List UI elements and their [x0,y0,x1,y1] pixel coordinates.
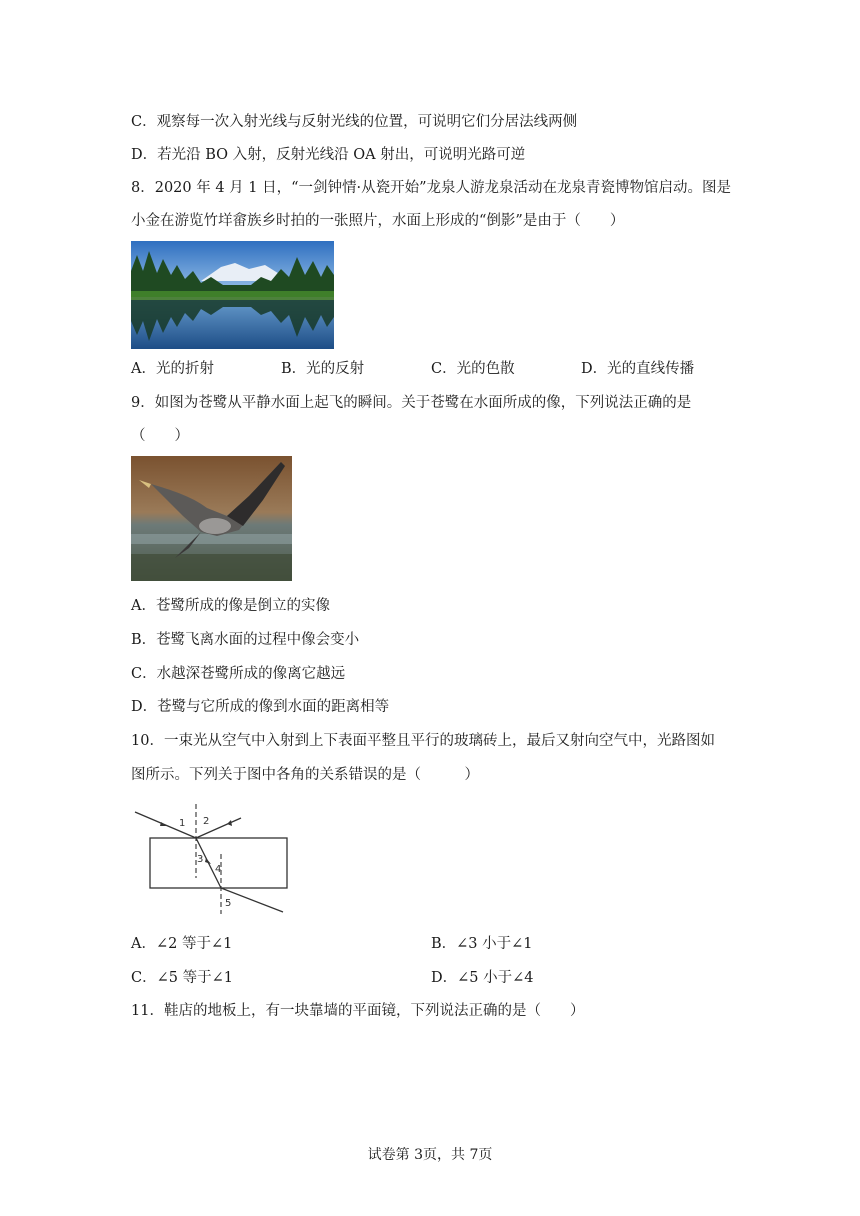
q8-option-a: A．光的折射 [131,361,214,377]
q10-option-b: B．∠3 小于∠1 [431,936,533,952]
q8-option-d: D．光的直线传播 [581,361,695,377]
q7-option-c: C．观察每一次入射光线与反射光线的位置，可说明它们分居法线两侧 [131,114,578,130]
q11-stem-line1: 11．鞋店的地板上，有一块靠墙的平面镜，下列说法正确的是（ ） [131,1003,585,1019]
angle-label-1: 1 [179,818,186,829]
q10-stem-line2: 图所示。下列关于图中各角的关系错误的是（ ） [131,767,479,783]
q8-option-c: C．光的色散 [431,361,515,377]
angle-label-5: 5 [225,898,232,909]
q10-option-c: C．∠5 等于∠1 [131,970,233,986]
q9-option-c: C．水越深苍鹭所成的像离它越远 [131,666,346,682]
q9-heron-photo [131,456,292,581]
q8-lake-photo [131,241,334,349]
q8-stem-line2: 小金在游览竹垟畲族乡时拍的一张照片，水面上形成的“倒影”是由于（ ） [131,213,625,229]
q10-light-path-diagram [131,800,291,918]
angle-label-4: 4 [215,864,222,875]
q9-option-a: A．苍鹭所成的像是倒立的实像 [131,598,330,614]
q10-option-d: D．∠5 小于∠4 [431,970,534,986]
q8-option-b: B．光的反射 [281,361,365,377]
q8-stem-line1: 8．2020 年 4 月 1 日，“一剑钟情·从瓷开始”龙泉人游龙泉活动在龙泉青瓷博物馆启动。图是 [131,180,732,196]
q9-option-b: B．苍鹭飞离水面的过程中像会变小 [131,632,360,648]
angle-label-3: 3 [197,854,204,865]
q9-option-d: D．苍鹭与它所成的像到水面的距离相等 [131,699,390,715]
glass-block [150,838,287,888]
q7-option-d: D．若光沿 BO 入射，反射光线沿 OA 射出，可说明光路可逆 [131,147,526,163]
q10-stem-line1: 10．一束光从空气中入射到上下表面平整且平行的玻璃砖上，最后又射向空气中，光路图如 [131,733,715,749]
q9-stem-line2: （ ） [131,428,189,444]
q10-option-a: A．∠2 等于∠1 [131,936,233,952]
page-footer: 试卷第 3页，共 7页 [367,1147,493,1163]
angle-label-2: 2 [203,816,210,827]
q9-stem-line1: 9．如图为苍鹭从平静水面上起飞的瞬间。关于苍鹭在水面所成的像，下列说法正确的是 [131,395,692,411]
